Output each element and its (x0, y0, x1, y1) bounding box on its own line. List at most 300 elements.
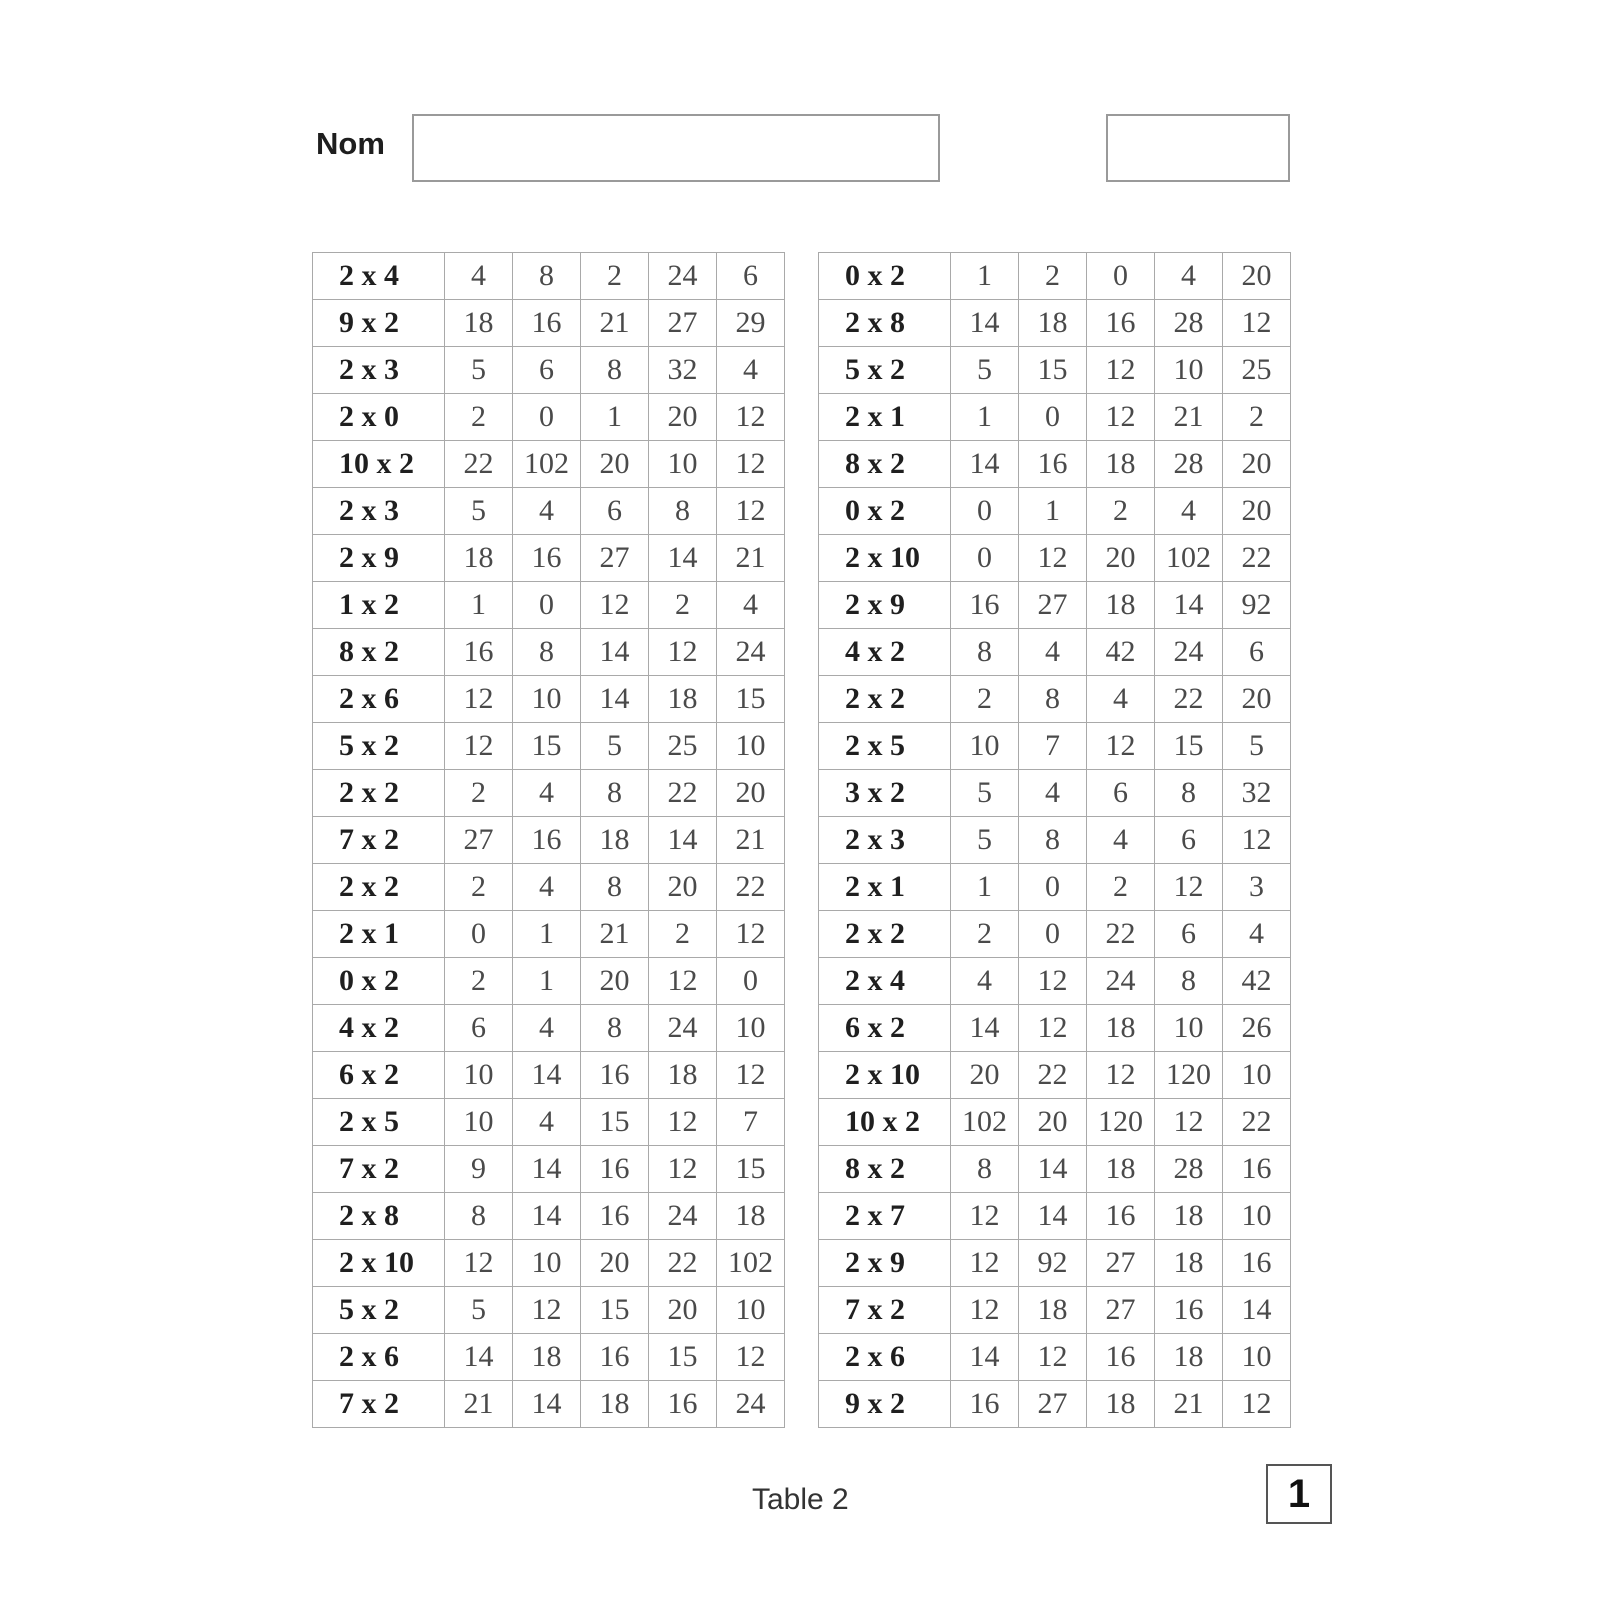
answer-choice-cell[interactable]: 22 (445, 441, 513, 488)
answer-choice-cell[interactable]: 2 (1019, 253, 1087, 300)
answer-choice-cell[interactable]: 8 (1155, 958, 1223, 1005)
answer-choice-cell[interactable]: 92 (1223, 582, 1291, 629)
answer-choice-cell[interactable]: 20 (1019, 1099, 1087, 1146)
answer-choice-cell[interactable]: 14 (513, 1381, 581, 1428)
answer-choice-cell[interactable]: 15 (513, 723, 581, 770)
answer-choice-cell[interactable]: 120 (1155, 1052, 1223, 1099)
table-row (313, 441, 785, 488)
answer-choice-cell[interactable]: 2 (649, 911, 717, 958)
answer-choice-cell[interactable]: 24 (649, 1193, 717, 1240)
question-cell: 0 x 2 (313, 958, 445, 1005)
answer-choice-cell[interactable]: 20 (951, 1052, 1019, 1099)
answer-choice-cell[interactable]: 18 (1087, 441, 1155, 488)
answer-choice-cell[interactable]: 0 (1019, 911, 1087, 958)
answer-choice-cell[interactable]: 15 (649, 1334, 717, 1381)
answer-choice-cell[interactable]: 18 (1087, 1381, 1155, 1428)
answer-choice-cell[interactable]: 25 (649, 723, 717, 770)
answer-choice-cell[interactable]: 4 (1223, 911, 1291, 958)
answer-choice-cell[interactable]: 22 (1223, 535, 1291, 582)
answer-choice-cell[interactable]: 6 (445, 1005, 513, 1052)
answer-choice-cell[interactable]: 10 (1155, 347, 1223, 394)
answer-choice-cell[interactable]: 16 (1223, 1146, 1291, 1193)
table-row (819, 488, 1291, 535)
table-row (313, 347, 785, 394)
answer-choice-cell[interactable]: 15 (1155, 723, 1223, 770)
answer-choice-cell[interactable]: 12 (951, 1240, 1019, 1287)
answer-choice-cell[interactable]: 5 (445, 488, 513, 535)
answer-choice-cell[interactable]: 20 (581, 441, 649, 488)
answer-choice-cell[interactable]: 5 (581, 723, 649, 770)
name-label: Nom (316, 126, 385, 161)
answer-choice-cell[interactable]: 12 (513, 1287, 581, 1334)
answer-choice-cell[interactable]: 10 (717, 1005, 785, 1052)
question-cell: 2 x 1 (819, 864, 951, 911)
answer-choice-cell[interactable]: 26 (1223, 1005, 1291, 1052)
question-cell: 2 x 10 (819, 535, 951, 582)
answer-choice-cell[interactable]: 16 (445, 629, 513, 676)
answer-choice-cell[interactable]: 12 (717, 1052, 785, 1099)
answer-choice-cell[interactable]: 27 (1087, 1240, 1155, 1287)
answer-choice-cell[interactable]: 2 (445, 394, 513, 441)
answer-choice-cell[interactable]: 4 (1019, 770, 1087, 817)
answer-choice-cell[interactable]: 8 (581, 347, 649, 394)
question-cell: 4 x 2 (313, 1005, 445, 1052)
answer-choice-cell[interactable]: 28 (1155, 441, 1223, 488)
table-row (313, 535, 785, 582)
answer-choice-cell[interactable]: 12 (1019, 958, 1087, 1005)
table-row (313, 1381, 785, 1428)
answer-choice-cell[interactable]: 14 (951, 300, 1019, 347)
answer-choice-cell[interactable]: 5 (951, 817, 1019, 864)
table-row (313, 723, 785, 770)
answer-choice-cell[interactable]: 4 (1019, 629, 1087, 676)
page-number: 1 (1266, 1464, 1332, 1524)
answer-choice-cell[interactable]: 12 (717, 441, 785, 488)
answer-choice-cell[interactable]: 4 (513, 770, 581, 817)
answer-choice-cell[interactable]: 6 (513, 347, 581, 394)
answer-choice-cell[interactable]: 6 (1223, 629, 1291, 676)
table-row (313, 864, 785, 911)
table-row (819, 958, 1291, 1005)
answer-choice-cell[interactable]: 4 (513, 864, 581, 911)
answer-choice-cell[interactable]: 14 (649, 535, 717, 582)
answer-choice-cell[interactable]: 2 (951, 676, 1019, 723)
answer-choice-cell[interactable]: 14 (951, 1334, 1019, 1381)
table-row (819, 253, 1291, 300)
answer-choice-cell[interactable]: 24 (1087, 958, 1155, 1005)
answer-choice-cell[interactable]: 22 (1019, 1052, 1087, 1099)
answer-choice-cell[interactable]: 4 (513, 1099, 581, 1146)
answer-choice-cell[interactable]: 8 (513, 629, 581, 676)
answer-choice-cell[interactable]: 14 (951, 1005, 1019, 1052)
table-row (819, 1334, 1291, 1381)
answer-choice-cell[interactable]: 24 (717, 1381, 785, 1428)
answer-choice-cell[interactable]: 6 (1155, 817, 1223, 864)
answer-choice-cell[interactable]: 0 (445, 911, 513, 958)
answer-choice-cell[interactable]: 8 (1019, 817, 1087, 864)
answer-choice-cell[interactable]: 27 (1019, 582, 1087, 629)
answer-choice-cell[interactable]: 14 (445, 1334, 513, 1381)
answer-choice-cell[interactable]: 12 (1155, 864, 1223, 911)
answer-choice-cell[interactable]: 21 (717, 817, 785, 864)
answer-choice-cell[interactable]: 18 (1155, 1240, 1223, 1287)
answer-choice-cell[interactable]: 4 (445, 253, 513, 300)
answer-choice-cell[interactable]: 10 (1155, 1005, 1223, 1052)
answer-choice-cell[interactable]: 12 (951, 1287, 1019, 1334)
answer-choice-cell[interactable]: 12 (1087, 347, 1155, 394)
answer-choice-cell[interactable]: 12 (1019, 1334, 1087, 1381)
answer-choice-cell[interactable]: 27 (581, 535, 649, 582)
answer-choice-cell[interactable]: 14 (649, 817, 717, 864)
answer-choice-cell[interactable]: 21 (581, 300, 649, 347)
table-row (819, 911, 1291, 958)
answer-choice-cell[interactable]: 16 (581, 1052, 649, 1099)
answer-choice-cell[interactable]: 10 (1223, 1334, 1291, 1381)
answer-choice-cell[interactable]: 4 (1087, 676, 1155, 723)
answer-choice-cell[interactable]: 120 (1087, 1099, 1155, 1146)
answer-choice-cell[interactable]: 2 (649, 582, 717, 629)
answer-choice-cell[interactable]: 27 (649, 300, 717, 347)
answer-choice-cell[interactable]: 0 (1019, 394, 1087, 441)
answer-choice-cell[interactable]: 16 (581, 1193, 649, 1240)
answer-choice-cell[interactable]: 102 (717, 1240, 785, 1287)
answer-choice-cell[interactable]: 12 (1223, 1381, 1291, 1428)
answer-choice-cell[interactable]: 16 (513, 817, 581, 864)
right-multiplication-table (818, 252, 1291, 1428)
answer-choice-cell[interactable]: 21 (717, 535, 785, 582)
answer-choice-cell[interactable]: 2 (1223, 394, 1291, 441)
answer-choice-cell[interactable]: 20 (1223, 676, 1291, 723)
answer-choice-cell[interactable]: 24 (649, 253, 717, 300)
answer-choice-cell[interactable]: 2 (445, 864, 513, 911)
answer-choice-cell[interactable]: 1 (1019, 488, 1087, 535)
question-cell: 1 x 2 (313, 582, 445, 629)
answer-choice-cell[interactable]: 27 (445, 817, 513, 864)
answer-choice-cell[interactable]: 5 (951, 770, 1019, 817)
right-table-body (819, 253, 1291, 1428)
answer-choice-cell[interactable]: 21 (1155, 394, 1223, 441)
question-cell: 10 x 2 (313, 441, 445, 488)
answer-choice-cell[interactable]: 6 (717, 253, 785, 300)
answer-choice-cell[interactable]: 1 (951, 394, 1019, 441)
answer-choice-cell[interactable]: 0 (513, 582, 581, 629)
answer-choice-cell[interactable]: 18 (581, 1381, 649, 1428)
answer-choice-cell[interactable]: 2 (951, 911, 1019, 958)
answer-choice-cell[interactable]: 14 (513, 1052, 581, 1099)
answer-choice-cell[interactable]: 8 (951, 629, 1019, 676)
answer-choice-cell[interactable]: 12 (1087, 394, 1155, 441)
name-field[interactable] (412, 114, 940, 182)
answer-choice-cell[interactable]: 16 (649, 1381, 717, 1428)
question-cell: 8 x 2 (819, 441, 951, 488)
answer-choice-cell[interactable]: 6 (1155, 911, 1223, 958)
table-row (313, 1287, 785, 1334)
answer-choice-cell[interactable]: 15 (1019, 347, 1087, 394)
answer-choice-cell[interactable]: 12 (1087, 1052, 1155, 1099)
answer-choice-cell[interactable]: 21 (1155, 1381, 1223, 1428)
answer-choice-cell[interactable]: 24 (1155, 629, 1223, 676)
answer-choice-cell[interactable]: 10 (513, 676, 581, 723)
answer-choice-cell[interactable]: 18 (1019, 300, 1087, 347)
answer-choice-cell[interactable]: 8 (1019, 676, 1087, 723)
answer-choice-cell[interactable]: 18 (445, 535, 513, 582)
answer-choice-cell[interactable]: 12 (717, 394, 785, 441)
question-cell: 2 x 7 (819, 1193, 951, 1240)
answer-choice-cell[interactable]: 12 (581, 582, 649, 629)
answer-choice-cell[interactable]: 16 (513, 535, 581, 582)
answer-choice-cell[interactable]: 16 (513, 300, 581, 347)
answer-choice-cell[interactable]: 0 (951, 488, 1019, 535)
answer-choice-cell[interactable]: 12 (717, 911, 785, 958)
answer-choice-cell[interactable]: 20 (649, 1287, 717, 1334)
answer-choice-cell[interactable]: 20 (581, 958, 649, 1005)
answer-choice-cell[interactable]: 0 (951, 535, 1019, 582)
question-cell: 8 x 2 (313, 629, 445, 676)
answer-choice-cell[interactable]: 1 (513, 958, 581, 1005)
answer-choice-cell[interactable]: 18 (1087, 582, 1155, 629)
answer-choice-cell[interactable]: 7 (1019, 723, 1087, 770)
answer-choice-cell[interactable]: 0 (717, 958, 785, 1005)
table-row (313, 1005, 785, 1052)
answer-choice-cell[interactable]: 12 (445, 1240, 513, 1287)
answer-choice-cell[interactable]: 12 (649, 629, 717, 676)
answer-choice-cell[interactable]: 4 (513, 488, 581, 535)
answer-choice-cell[interactable]: 1 (951, 864, 1019, 911)
answer-choice-cell[interactable]: 18 (445, 300, 513, 347)
question-cell: 2 x 6 (313, 1334, 445, 1381)
answer-choice-cell[interactable]: 12 (649, 958, 717, 1005)
table-row (819, 1381, 1291, 1428)
answer-choice-cell[interactable]: 12 (1223, 300, 1291, 347)
answer-choice-cell[interactable]: 20 (1223, 488, 1291, 535)
table-row (313, 582, 785, 629)
answer-choice-cell[interactable]: 16 (1223, 1240, 1291, 1287)
answer-choice-cell[interactable]: 10 (445, 1099, 513, 1146)
answer-choice-cell[interactable]: 18 (1155, 1193, 1223, 1240)
answer-choice-cell[interactable]: 4 (1155, 488, 1223, 535)
table-row (313, 300, 785, 347)
answer-choice-cell[interactable]: 14 (581, 629, 649, 676)
answer-choice-cell[interactable]: 8 (581, 1005, 649, 1052)
answer-choice-cell[interactable]: 27 (1087, 1287, 1155, 1334)
answer-choice-cell[interactable]: 2 (445, 770, 513, 817)
table-row (819, 300, 1291, 347)
answer-choice-cell[interactable]: 0 (513, 394, 581, 441)
answer-choice-cell[interactable]: 18 (581, 817, 649, 864)
answer-choice-cell[interactable]: 18 (649, 1052, 717, 1099)
answer-choice-cell[interactable]: 2 (1087, 488, 1155, 535)
table-row (313, 1052, 785, 1099)
answer-choice-cell[interactable]: 5 (951, 347, 1019, 394)
answer-choice-cell[interactable]: 12 (717, 1334, 785, 1381)
answer-choice-cell[interactable]: 18 (649, 676, 717, 723)
answer-choice-cell[interactable]: 22 (649, 770, 717, 817)
answer-choice-cell[interactable]: 18 (1087, 1146, 1155, 1193)
question-cell: 2 x 6 (313, 676, 445, 723)
answer-choice-cell[interactable]: 8 (581, 770, 649, 817)
answer-choice-cell[interactable]: 21 (581, 911, 649, 958)
answer-choice-cell[interactable]: 24 (649, 1005, 717, 1052)
answer-choice-cell[interactable]: 15 (717, 1146, 785, 1193)
answer-choice-cell[interactable]: 12 (951, 1193, 1019, 1240)
answer-choice-cell[interactable]: 10 (951, 723, 1019, 770)
answer-choice-cell[interactable]: 14 (513, 1193, 581, 1240)
score-field[interactable] (1106, 114, 1290, 182)
answer-choice-cell[interactable]: 12 (445, 723, 513, 770)
answer-choice-cell[interactable]: 12 (1223, 817, 1291, 864)
answer-choice-cell[interactable]: 10 (717, 1287, 785, 1334)
answer-choice-cell[interactable]: 1 (581, 394, 649, 441)
answer-choice-cell[interactable]: 20 (1087, 535, 1155, 582)
answer-choice-cell[interactable]: 4 (717, 347, 785, 394)
answer-choice-cell[interactable]: 18 (1019, 1287, 1087, 1334)
answer-choice-cell[interactable]: 22 (1223, 1099, 1291, 1146)
answer-choice-cell[interactable]: 12 (445, 676, 513, 723)
answer-choice-cell[interactable]: 8 (1155, 770, 1223, 817)
answer-choice-cell[interactable]: 1 (513, 911, 581, 958)
answer-choice-cell[interactable]: 24 (717, 629, 785, 676)
answer-choice-cell[interactable]: 4 (513, 1005, 581, 1052)
answer-choice-cell[interactable]: 92 (1019, 1240, 1087, 1287)
question-cell: 6 x 2 (819, 1005, 951, 1052)
answer-choice-cell[interactable]: 18 (513, 1334, 581, 1381)
answer-choice-cell[interactable]: 10 (649, 441, 717, 488)
answer-choice-cell[interactable]: 6 (581, 488, 649, 535)
answer-choice-cell[interactable]: 4 (717, 582, 785, 629)
answer-choice-cell[interactable]: 8 (951, 1146, 1019, 1193)
answer-choice-cell[interactable]: 18 (717, 1193, 785, 1240)
answer-choice-cell[interactable]: 1 (951, 253, 1019, 300)
answer-choice-cell[interactable]: 5 (445, 1287, 513, 1334)
answer-choice-cell[interactable]: 8 (513, 253, 581, 300)
question-cell: 6 x 2 (313, 1052, 445, 1099)
answer-choice-cell[interactable]: 10 (445, 1052, 513, 1099)
answer-choice-cell[interactable]: 18 (1155, 1334, 1223, 1381)
answer-choice-cell[interactable]: 1 (445, 582, 513, 629)
answer-choice-cell[interactable]: 42 (1223, 958, 1291, 1005)
answer-choice-cell[interactable]: 32 (1223, 770, 1291, 817)
question-cell: 7 x 2 (819, 1287, 951, 1334)
answer-choice-cell[interactable]: 16 (1087, 1334, 1155, 1381)
answer-choice-cell[interactable]: 10 (1223, 1193, 1291, 1240)
question-cell: 0 x 2 (819, 253, 951, 300)
answer-choice-cell[interactable]: 16 (951, 582, 1019, 629)
answer-choice-cell[interactable]: 8 (581, 864, 649, 911)
table-row (819, 1287, 1291, 1334)
answer-choice-cell[interactable]: 5 (445, 347, 513, 394)
answer-choice-cell[interactable]: 29 (717, 300, 785, 347)
answer-choice-cell[interactable]: 5 (1223, 723, 1291, 770)
question-cell: 2 x 10 (313, 1240, 445, 1287)
answer-choice-cell[interactable]: 2 (445, 958, 513, 1005)
answer-choice-cell[interactable]: 12 (649, 1099, 717, 1146)
answer-choice-cell[interactable]: 14 (513, 1146, 581, 1193)
answer-choice-cell[interactable]: 0 (1019, 864, 1087, 911)
question-cell: 7 x 2 (313, 1146, 445, 1193)
answer-choice-cell[interactable]: 28 (1155, 1146, 1223, 1193)
answer-choice-cell[interactable]: 7 (717, 1099, 785, 1146)
answer-choice-cell[interactable]: 28 (1155, 300, 1223, 347)
answer-choice-cell[interactable]: 102 (1155, 535, 1223, 582)
answer-choice-cell[interactable]: 15 (717, 676, 785, 723)
answer-choice-cell[interactable]: 12 (1019, 535, 1087, 582)
answer-choice-cell[interactable]: 21 (445, 1381, 513, 1428)
answer-choice-cell[interactable]: 20 (1223, 441, 1291, 488)
answer-choice-cell[interactable]: 20 (1223, 253, 1291, 300)
question-cell: 2 x 5 (313, 1099, 445, 1146)
answer-choice-cell[interactable]: 102 (513, 441, 581, 488)
answer-choice-cell[interactable]: 4 (1087, 817, 1155, 864)
answer-choice-cell[interactable]: 14 (581, 676, 649, 723)
answer-choice-cell[interactable]: 102 (951, 1099, 1019, 1146)
answer-choice-cell[interactable]: 20 (649, 864, 717, 911)
question-cell: 5 x 2 (313, 1287, 445, 1334)
answer-choice-cell[interactable]: 12 (1087, 723, 1155, 770)
answer-choice-cell[interactable]: 27 (1019, 1381, 1087, 1428)
answer-choice-cell[interactable]: 12 (649, 1146, 717, 1193)
answer-choice-cell[interactable]: 4 (951, 958, 1019, 1005)
answer-choice-cell[interactable]: 20 (717, 770, 785, 817)
answer-choice-cell[interactable]: 15 (581, 1287, 649, 1334)
answer-choice-cell[interactable]: 22 (1155, 676, 1223, 723)
answer-choice-cell[interactable]: 22 (1087, 911, 1155, 958)
question-cell: 5 x 2 (313, 723, 445, 770)
table-row (313, 958, 785, 1005)
answer-choice-cell[interactable]: 15 (581, 1099, 649, 1146)
answer-choice-cell[interactable]: 22 (649, 1240, 717, 1287)
answer-choice-cell[interactable]: 42 (1087, 629, 1155, 676)
answer-choice-cell[interactable]: 16 (581, 1146, 649, 1193)
answer-choice-cell[interactable]: 0 (1087, 253, 1155, 300)
answer-choice-cell[interactable]: 16 (1087, 1193, 1155, 1240)
answer-choice-cell[interactable]: 3 (1223, 864, 1291, 911)
answer-choice-cell[interactable]: 14 (1019, 1193, 1087, 1240)
answer-choice-cell[interactable]: 22 (717, 864, 785, 911)
question-cell: 2 x 8 (313, 1193, 445, 1240)
answer-choice-cell[interactable]: 6 (1087, 770, 1155, 817)
answer-choice-cell[interactable]: 14 (1155, 582, 1223, 629)
answer-choice-cell[interactable]: 2 (1087, 864, 1155, 911)
answer-choice-cell[interactable]: 10 (513, 1240, 581, 1287)
answer-choice-cell[interactable]: 20 (581, 1240, 649, 1287)
answer-choice-cell[interactable]: 2 (581, 253, 649, 300)
answer-choice-cell[interactable]: 25 (1223, 347, 1291, 394)
answer-choice-cell[interactable]: 12 (1019, 1005, 1087, 1052)
answer-choice-cell[interactable]: 12 (717, 488, 785, 535)
answer-choice-cell[interactable]: 10 (717, 723, 785, 770)
answer-choice-cell[interactable]: 9 (445, 1146, 513, 1193)
answer-choice-cell[interactable]: 16 (1087, 300, 1155, 347)
answer-choice-cell[interactable]: 16 (581, 1334, 649, 1381)
answer-choice-cell[interactable]: 20 (649, 394, 717, 441)
answer-choice-cell[interactable]: 16 (951, 1381, 1019, 1428)
answer-choice-cell[interactable]: 8 (649, 488, 717, 535)
answer-choice-cell[interactable]: 12 (1155, 1099, 1223, 1146)
answer-choice-cell[interactable]: 14 (951, 441, 1019, 488)
table-row (313, 1193, 785, 1240)
table-row (313, 770, 785, 817)
answer-choice-cell[interactable]: 14 (1019, 1146, 1087, 1193)
answer-choice-cell[interactable]: 8 (445, 1193, 513, 1240)
answer-choice-cell[interactable]: 16 (1019, 441, 1087, 488)
answer-choice-cell[interactable]: 14 (1223, 1287, 1291, 1334)
answer-choice-cell[interactable]: 16 (1155, 1287, 1223, 1334)
answer-choice-cell[interactable]: 18 (1087, 1005, 1155, 1052)
answer-choice-cell[interactable]: 4 (1155, 253, 1223, 300)
answer-choice-cell[interactable]: 32 (649, 347, 717, 394)
answer-choice-cell[interactable]: 10 (1223, 1052, 1291, 1099)
table-row (819, 1146, 1291, 1193)
